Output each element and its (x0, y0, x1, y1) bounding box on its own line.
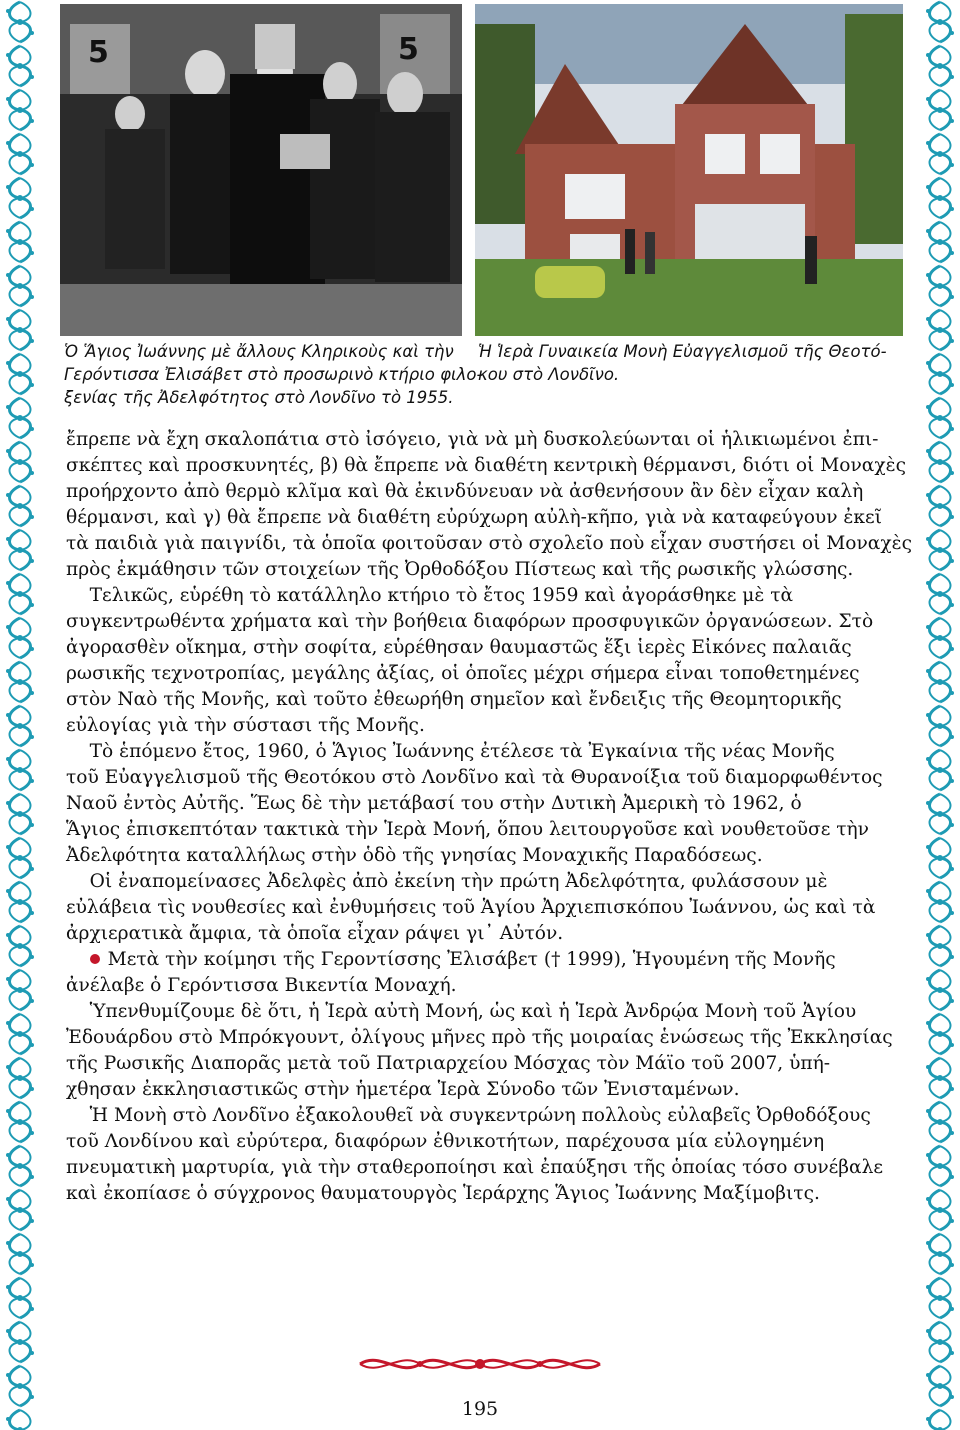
door-number-5: 5 (398, 32, 419, 67)
text-line: ἀρχιερατικὰ ἄμφια, τὰ ὁποῖα εἶχαν ράψει γι᾿ Αὐτόν. (66, 923, 564, 944)
text-line: χθησαν ἐκκλησιαστικῶς στὴν ἡμετέρα Ἱερὰ Σύνοδο τῶν Ἐνισταμένων. (66, 1079, 740, 1100)
text-line: καὶ ἐκοπίασε ὁ σύγχρονος θαυματουργὸς Ἱεράρχης Ἅγιος Ἰωάννης Μαξίμοβιτς. (66, 1183, 820, 1204)
text-line-bulleted: Μετὰ τὴν κοίμησι τῆς Γεροντίσσης Ἐλισάβετ († 1999), Ἡγουμένη τῆς Μονῆς (66, 947, 912, 973)
text-line: στὸν Ναὸ τῆς Μονῆς, καὶ τοῦτο ἐθεωρήθη σημεῖον καὶ ἔνδειξις τῆς Θεομητορικῆς (66, 689, 842, 710)
ornament-divider (355, 1351, 605, 1377)
text-line: ρωσικῆς τεχνοτροπίας, μεγάλης ἀξίας, οἱ ὁποῖες μέχρι σήμερα εἶναι τοποθετημένες (66, 663, 860, 684)
text-line: τοῦ Λονδίνου καὶ εὐρύτερα, διαφόρων ἐθνικοτήτων, παρέχουσα μία εὐλογημένη (66, 1131, 825, 1152)
text-line: Οἱ ἐναπομείνασες Ἀδελφὲς ἀπὸ ἐκείνη τὴν πρώτη Ἀδελφότητα, φυλάσσουν μὲ (89, 871, 828, 892)
text-line: εὐλάβεια τὶς νουθεσίες καὶ ἐνθυμήσεις τοῦ Ἁγίου Ἀρχιεπισκόπου Ἰωάννου, ὡς καὶ τὰ (66, 897, 876, 918)
text-line: πρὸς ἐκμάθησιν τῶν στοιχείων τῆς Ὀρθοδόξου Πίστεως καὶ τῆς ρωσικῆς γλώσσης. (66, 559, 854, 580)
article-body (66, 427, 912, 1207)
text-line: πνευματικὴ μαρτυρία, γιὰ τὴν σταθεροποίησι καὶ ἐπαύξησι τῆς ὁποίας τόσο συνέβαλε (66, 1157, 884, 1178)
filigree-border-icon (0, 0, 40, 1430)
text-line: Ἅγιος ἐπισκεπτόταν τακτικὰ τὴν Ἱερὰ Μονή, ὅπου λειτουργοῦσε καὶ νουθετοῦσε τὴν (66, 819, 869, 840)
text-line: Ἀδελφότητα καταλλήλως στὴν ὁδὸ τῆς γνησίας Μοναχικῆς Παραδόσεως. (66, 845, 763, 866)
left-decorative-border (0, 0, 40, 1430)
red-bullet-icon (90, 954, 100, 964)
text-line: τὰ παιδιὰ γιὰ παιγνίδι, τὰ ὁποῖα φοιτοῦσαν στὸ σχολεῖο ποὺ εἶχαν συστήσει οἱ Μοναχὲς (66, 533, 913, 554)
text-line: θέρμανσι, καὶ γ) θὰ ἔπρεπε νὰ διαθέτη εὐρύχωρη αὐλὴ-κῆπο, γιὰ νὰ καταφεύγουν ἐκεῖ (66, 507, 882, 528)
text-line: ἔπρεπε νὰ ἔχη σκαλοπάτια στὸ ἰσόγειο, γιὰ νὰ μὴ δυσκολεύωνται οἱ ἡλικιωμένοι ἐπι- (66, 429, 879, 450)
text-line: ἀνέλαβε ὁ Γερόντισσα Βικεντία Μοναχή. (66, 975, 457, 996)
door-number-5: 5 (88, 35, 109, 70)
text-line: Τελικῶς, εὑρέθη τὸ κατάλληλο κτήριο τὸ ἔτος 1959 καὶ ἀγοράσθηκε μὲ τὰ (89, 585, 794, 606)
text-line: Ἐδουάρδου στὸ Μπρόκγουντ, ὀλίγους μῆνες πρὸ τῆς μοιραίας ἑνώσεως τῆς Ἐκκλησίας (66, 1027, 893, 1048)
text-line: τῆς Ρωσικῆς Διαπορᾶς μετὰ τοῦ Πατριαρχείου Μόσχας τὸν Μάϊο τοῦ 2007, ὑπή- (66, 1053, 831, 1074)
text-line: Ὑπενθυμίζουμε δὲ ὅτι, ἡ Ἱερὰ αὐτὴ Μονή, ὡς καὶ ἡ Ἱερὰ Ἀνδρῴα Μονὴ τοῦ Ἁγίου (89, 1001, 857, 1022)
text-line: τοῦ Εὐαγγελισμοῦ τῆς Θεοτόκου στὸ Λονδῖνο καὶ τὰ Θυρανοίξια τοῦ διαμορφωθέντος (66, 767, 883, 788)
page-number: 195 (461, 1398, 499, 1420)
scroll-ornament-icon (355, 1351, 605, 1377)
text-line: Ἡ Μονὴ στὸ Λονδῖνο ἐξακολουθεῖ νὰ συγκεντρώνη πολλοὺς εὐλαβεῖς Ὀρθοδόξους (89, 1105, 871, 1126)
photo-monastery-building (475, 4, 903, 336)
text-line: προήρχοντο ἀπὸ θερμὸ κλῖμα καὶ θὰ ἐκινδύνευαν νὰ ἀσθενήσουν ἂν δὲν εἶχαν καλὴ (66, 481, 864, 502)
text-line: εὐλογίας γιὰ τὴν σύστασι τῆς Μονῆς. (66, 715, 425, 736)
caption-left-photo: Ὁ Ἅγιος Ἰωάννης μὲ ἄλλους Κληρικοὺς καὶ τὴν Γερόντισσα Ἐλισάβετ στὸ προσωρινὸ κτήριο φιλο- ξενίας τῆς Ἀδελφότητος στὸ Λονδῖνο τὸ 1955. (64, 342, 483, 407)
text-line: σκέπτες καὶ προσκυνητές, β) θὰ ἔπρεπε νὰ διαθέτη κεντρικὴ θέρμανσι, διότι οἱ Μοναχὲς (66, 455, 906, 476)
filigree-border-icon (920, 0, 960, 1430)
caption-right-photo: Ἡ Ἱερὰ Γυναικεία Μονὴ Εὐαγγελισμοῦ τῆς Θεοτό- κου στὸ Λονδῖνο. (478, 342, 887, 384)
text-line: συγκεντρωθέντα χρήματα καὶ τὴν βοήθεια διαφόρων προσφυγικῶν ὀργανώσεων. Στὸ (66, 611, 874, 632)
right-decorative-border (920, 0, 960, 1430)
photo-clergy-group (60, 4, 462, 336)
text-line: ἀγορασθὲν οἴκημα, στὴν σοφίτα, εὑρέθησαν θαυμαστῶς ἕξι ἱερὲς Εἰκόνες παλαιᾶς (66, 637, 852, 658)
text-line: Τὸ ἑπόμενο ἔτος, 1960, ὁ Ἅγιος Ἰωάννης ἐτέλεσε τὰ Ἐγκαίνια τῆς νέας Μονῆς (89, 741, 835, 762)
text-line: Ναοῦ ἐντὸς Αὐτῆς. Ἕως δὲ τὴν μετάβασί του στὴν Δυτικὴ Ἀμερικὴ τὸ 1962, ὁ (66, 793, 802, 814)
